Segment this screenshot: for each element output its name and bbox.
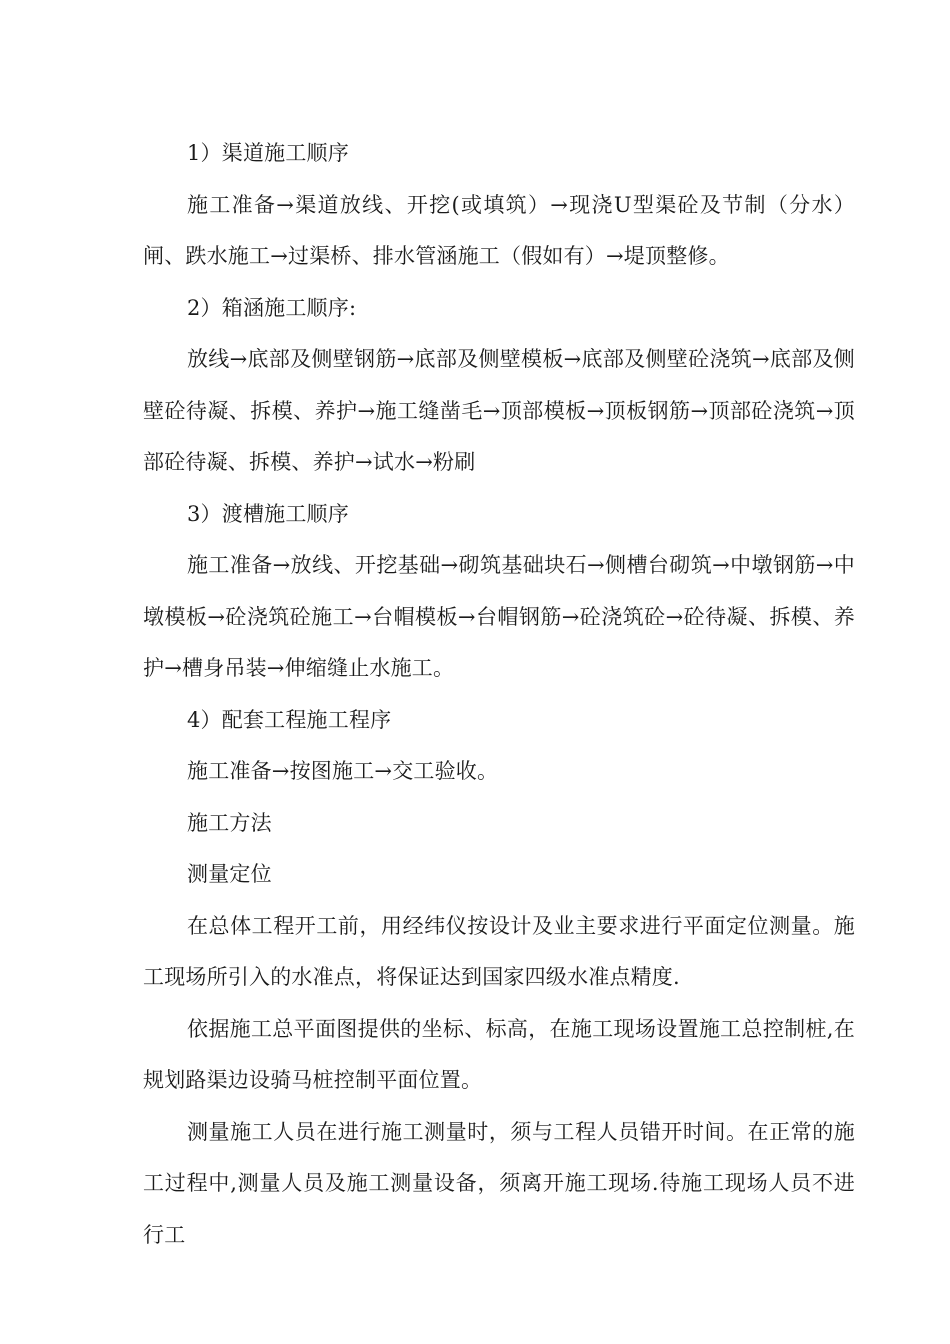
paragraph-box-culvert-steps: 放线→底部及侧壁钢筋→底部及侧壁模板→底部及侧壁砼浇筑→底部及侧壁砼待凝、拆模、养护→施工缝凿毛→顶部模板→顶板钢筋→顶部砼浇筑→顶部砼待凝、拆模、养护→试水→粉刷	[143, 347, 855, 474]
paragraph-ancillary-steps: 施工准备→按图施工→交工验收。	[187, 759, 499, 783]
paragraph-channel-steps: 施工准备→渠道放线、开挖(或填筑）→现浇U型渠砼及节制（分水）闸、跌水施工→过渠桥、排水管涵施工（假如有）→堤顶整修。	[143, 192, 855, 268]
heading-ancillary-procedure: 4）配套工程施工程序	[187, 707, 392, 732]
document-body	[143, 128, 855, 1261]
paragraph-aqueduct-steps: 施工准备→放线、开挖基础→砌筑基础块石→侧槽台砌筑→中墩钢筋→中墩模板→砼浇筑砼施工→台帽模板→台帽钢筋→砼浇筑砼→砼待凝、拆模、养护→槽身吊装→伸缩缝止水施工。	[143, 553, 855, 680]
heading-survey-positioning: 测量定位	[187, 862, 272, 886]
heading-channel-sequence: 1）渠道施工顺序	[187, 141, 349, 165]
paragraph-survey-1: 在总体工程开工前，用经纬仪按设计及业主要求进行平面定位测量。施工现场所引入的水准点，将保证达到国家四级水准点精度.	[143, 913, 855, 989]
heading-aqueduct-sequence: 3）渡槽施工顺序	[187, 501, 349, 526]
paragraph-survey-3: 测量施工人员在进行施工测量时，须与工程人员错开时间。在正常的施工过程中,测量人员及施工测量设备，须离开施工现场.待施工现场人员不进行工	[143, 1119, 855, 1247]
paragraph-survey-2: 依据施工总平面图提供的坐标、标高，在施工现场设置施工总控制桩,在规划路渠边设骑马桩控制平面位置。	[143, 1016, 855, 1092]
heading-box-culvert-sequence: 2）箱涵施工顺序:	[187, 295, 357, 320]
heading-construction-method: 施工方法	[187, 810, 272, 835]
